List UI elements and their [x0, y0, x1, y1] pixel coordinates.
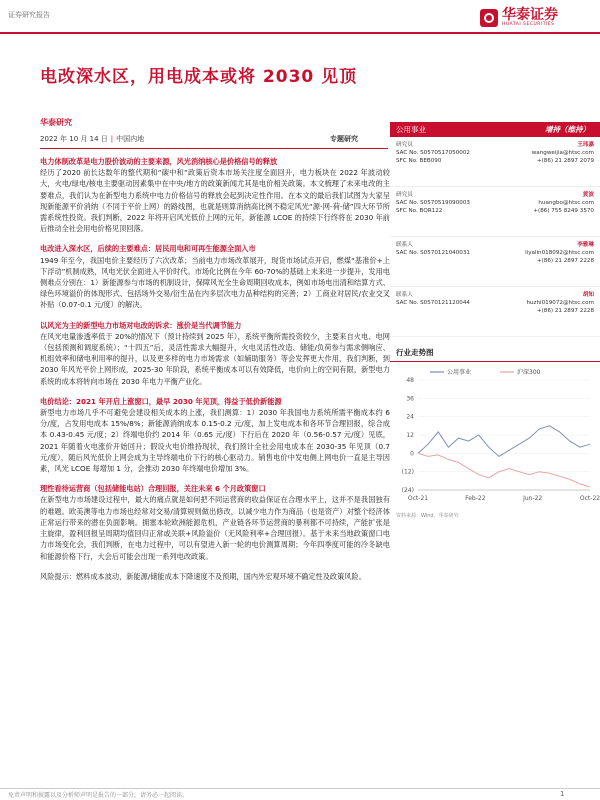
page-number: 1	[560, 790, 565, 798]
section-body: 新型电力市场几乎不可避免会建设相关成本的上涨，我们测算：1）2030 年我国电力系统所需平衡成本约 6 分/度，占发用电成本 15%/8%；新能源消纳成本 0.15-0.2 元/度，加上发电成本和各环节合理回报，综合成本 0.43-0.45 元/度；2）终端电价约 2014 年（0.65 元/度）下行后在 2020 年（0.56-0.57 元/度）见底，2021 年随着火电涨价开始回升；假设火电价维持现状，我们预计全社会用电成本在 2030-35 年见顶（0.7 元/度），随后风光低价上网会成为主导终端电价下行的核心驱动力。销售电价中发电侧上网电价一直是主导因素，风光 LCOE 每增加 1 分，会推动 2030 年终端电价增加 3%。	[40, 408, 390, 474]
analyst-card	[390, 187, 600, 237]
series-line-2	[418, 453, 590, 487]
industry-trend-chart	[390, 362, 600, 512]
analyst-card	[390, 287, 600, 337]
footer-disclaimer: 免责声明和披露以及分析师声明是报告的一部分，请务必一起阅读。	[8, 792, 189, 799]
section-body: 1949 年至今，我国电价主要经历了六次改革；当前电力市场改革展开，现货市场试点开启，燃煤“基准价+上下浮动”机制成熟，风电光伏全面进入平价时代。市场化比例在今年 60-70%的基础上未来进一步提升，发用电侧难点分别在：1）新能源参与市场的机制设计，保障风光全生命周期回收成本，例如市场电出清和结算方式、绿色环境溢价的体现形式、包括场外交易/衍生品在内多层次电力品种结构的完善；2）工商业对居民/农业交叉补贴（0.07-0.1 元/度）的解决。	[40, 255, 390, 310]
section-body: 在风光电量渗透率低于 20%的情况下（预计持续到 2025 年），系统平衡所需投资较少，主要来自火电、电网（包括预测和调度系统）；“十四五”后，灵活性需求大幅提升，火电灵活性改造、储能/负荷参与需求侧响应、机组效率和储电利用率的提升，以及更多样的电力市场需求（如辅助服务）等会发挥更大作用，我们判断，到 2030 年风光平价上网形成，2025-30 年阶段，系统平衡成本可以有效降低，电价向上的空间有限，新型电力系统的成本将转向市场在 2030 年电力平衡产业化。	[40, 331, 390, 386]
analyst-name: 黄波	[582, 192, 594, 198]
x-tick-label: Oct-22	[579, 495, 600, 502]
analyst-role: 研究员	[396, 142, 413, 148]
footer-divider	[0, 788, 600, 789]
trend-title: 行业走势图	[396, 348, 434, 357]
report-region: 中国内地	[116, 135, 145, 143]
analyst-sac: SAC No. S0570519090003	[396, 200, 470, 206]
x-tick-label: Feb-22	[465, 495, 486, 502]
analyst-sac: SAC No. S0570517050002	[396, 150, 470, 156]
section-2	[40, 243, 390, 310]
logo-name-en: HUATAI SECURITIES	[502, 22, 555, 27]
analyst-email[interactable]: huangbo@htsc.com	[538, 200, 594, 206]
section-title: 电力体制改革是电力股价波动的主要来源，风光消纳核心是价格信号的释放	[40, 157, 278, 166]
analyst-sfc: SFC No. BQR122	[396, 208, 443, 214]
analyst-email[interactable]: liyalin018092@htsc.com	[525, 250, 594, 256]
y-tick-label: 0	[410, 450, 414, 458]
analyst-phone: +(86) 755 8249 3570	[533, 208, 594, 214]
report-meta: 2022 年 10 月 14 日 | 中国内地	[40, 135, 145, 143]
logo-icon	[480, 9, 498, 27]
x-tick-label: Oct-21	[407, 495, 429, 502]
y-tick-label: (24)	[401, 487, 414, 494]
section-title: 以风光为主的新型电力市场对电改的诉求：涨价是当代调节能力	[40, 320, 242, 330]
sidebar	[390, 122, 600, 519]
rating-bar	[390, 122, 600, 137]
analyst-sac: SAC No. S0570121040031	[396, 250, 470, 256]
header-divider	[0, 32, 600, 34]
analyst-phone: +(86) 21 2897 2228	[536, 258, 594, 264]
report-type: 专题研究	[330, 135, 358, 143]
analyst-name: 王玮嘉	[577, 142, 594, 148]
report-date: 2022 年 10 月 14 日	[40, 135, 108, 143]
brand-label: 华泰研究	[40, 118, 72, 127]
main-content	[40, 156, 390, 591]
analyst-card	[390, 137, 600, 187]
analyst-email[interactable]: huzhi019072@htsc.com	[526, 300, 594, 306]
analyst-sfc: SFC No. BEB090	[396, 158, 442, 164]
logo-name-cn: 华泰证券	[502, 7, 558, 23]
y-tick-label: 48	[406, 377, 414, 384]
analyst-phone: +(86) 21 2897 2079	[536, 158, 594, 164]
analyst-role: 研究员	[396, 192, 413, 198]
section-1	[40, 156, 390, 234]
section-3	[40, 320, 390, 387]
x-tick-label: Jun-22	[523, 495, 543, 502]
risk-warning	[40, 571, 390, 582]
y-tick-label: (12)	[401, 468, 414, 476]
y-tick-label: 12	[406, 432, 414, 439]
series-line-1	[418, 426, 590, 457]
legend-label: 公用事业	[447, 369, 472, 376]
analyst-phone: +(86) 21 2897 2228	[536, 308, 594, 314]
analyst-name: 李雅琳	[577, 242, 594, 248]
trend-chart-svg	[390, 362, 600, 512]
section-body: 在新型电力市场建设过程中，最大的痛点就是如何把不同运营商的收益保证在合理水平上，这并不是我国独有的难题。欧美澳等电力市场也经常对交易/清算规则做出修改，以减少电力作为商品（也是资产）对整个经济体正常运行带来的潜在负面影响。拥塞本轮欧洲能源危机，产业链各环节运营商的暴利都不可持续，产能扩张是主旋律，盈利回报呈周期均值回归正常或关联+风险溢价（无风险利率+合理回报）。基于未来当地政策窗口电力市场变化会，我们判断，在电力过程中，可以有望进入新一轮的电价测算周期；今年四季度可能的冷冬缺电和能源价格下行，大会后可能会出现一系列电改政策。	[40, 495, 390, 561]
report-label: 证券研究报告	[8, 11, 50, 19]
sector-label: 公用事业	[396, 125, 426, 134]
company-logo	[480, 8, 558, 27]
section-body: 经历了2020 前长达数年的整代期和“碳中和”政策后资本市场关注度全面回升，电力板块在 2022 年波动较大，火电/绿电/核电主要驱动因素集中在中央/地方的政策新闻尤其是电价相关政策。本文梳理了未来电改的主要难点，我们认为在新型电力系统中电力价格信号的释放会起到决定性作用。在本文的最后我们试图为大家呈现新能源平价消纳（不同于平价上网）的路线图，也就是则算消纳高比例不稳定风光“源-网-荷-储”四大环节所需系统性投资。我们判断，2022 年将开启风光低价上网的元年，新能源 LCOE 的持续下行终将在 2030 年前后推动全社会用电价格见顶回落。	[40, 168, 390, 234]
chart-source: 资料来源：Wind，华泰研究	[396, 513, 459, 519]
section-4	[40, 396, 390, 474]
section-5	[40, 483, 390, 561]
risk-body: 风险提示：燃料成本波动，新能源/储能成本下降速度不及预期，国内外宏观环境不确定性及政策风险。	[40, 571, 366, 581]
y-tick-label: 36	[406, 395, 414, 403]
analyst-card	[390, 237, 600, 287]
section-title: 理性看待运营商（包括储能电站）合理回报，关注未来 6 个月政策窗口	[40, 484, 266, 494]
report-title: 电改深水区，用电成本或将 2030 见顶	[40, 67, 358, 87]
meta-divider	[40, 148, 388, 149]
section-title: 电改进入深水区，后续的主要难点：居民用电和可再生能源全面入市	[40, 244, 256, 254]
analyst-name: 胡知	[582, 292, 594, 298]
legend-label: 沪深300	[517, 369, 541, 376]
rating-label: 增持（维持）	[545, 125, 590, 134]
analyst-sac: SAC No. S0570121120044	[396, 300, 470, 306]
analyst-email[interactable]: wangweijia@htsc.com	[531, 150, 594, 156]
y-tick-label: 24	[406, 413, 414, 421]
section-title: 电价结论：2021 年开启上涨窗口，最早 2030 年见顶，得益于低价新能源	[40, 396, 282, 406]
analyst-role: 联系人	[396, 292, 413, 298]
analyst-role: 联系人	[396, 242, 413, 248]
